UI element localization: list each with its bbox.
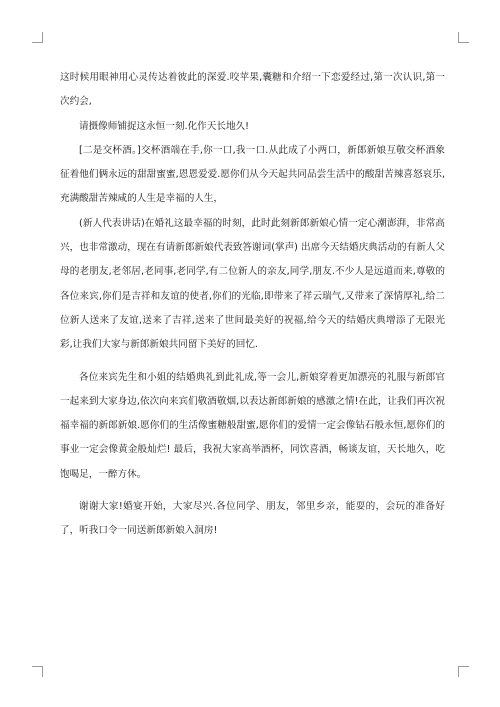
paragraph-banquet-begins: 谢谢大家!婚宴开始，大家尽兴.各位同学、朋友，邻里乡亲，能耍的，会玩的准备好了，听我口令一同送新郎新娘入洞房! bbox=[60, 501, 445, 537]
margin-mark-top-left bbox=[32, 32, 43, 43]
margin-mark-bottom-left bbox=[32, 666, 43, 677]
margin-mark-bottom-right bbox=[458, 666, 469, 677]
margin-mark-top-right bbox=[458, 32, 469, 43]
paragraph-cross-cup-wine: [二是交杯酒。]交杯酒端在手,你一口,我一口.从此成了小两口，新郎新娘互敬交杯酒象征着他们俩永远的甜甜蜜蜜,恩恩爱爱.愿你们从今天起共同品尝生活中的酸甜苦辣喜怒哀乐,充满酸甜苦辣咸的人生是幸福的人生， bbox=[60, 144, 445, 205]
paragraph-photographer: 请摄像师铺捉这永恒一刻.化作天长地久! bbox=[79, 120, 249, 132]
paragraph-ceremony-complete: 各位来宾先生和小姐的结婚典礼到此礼成,等一会儿,新娘穿着更加漂亮的礼服与新郎官一起来到大家身边,依次向来宾们敬酒敬烟,以表达新郎新娘的感激之情!在此，让我们再次祝福幸福的新郎新娘.愿你们的生活像蜜糖般甜蜜,愿你们的爱情一定会像钻石般永恒,愿你们的事业一定会像黄金般灿烂! 最后，我祝大家高举酒杯，同饮喜酒，畅谈友谊，天长地久，吃饱喝足，一醉方休。 bbox=[60, 371, 445, 480]
document-body bbox=[60, 66, 445, 544]
paragraph-newlywed-speech: (新人代表讲话)在婚礼这最幸福的时刻，此时此刻新郎新娘心情一定心潮澎湃，非常高兴，也非常激动，现在有请新郎新娘代表致答谢词(掌声) 出席今天结婚庆典活动的有新人父母的老朋友,老邻居,老同事,老同学,有二位新人的亲友,同学,朋友.不少人是远道而来,尊敬的各位来宾,你们是吉祥和友谊的使者,你们的光临,即带来了祥云瑞气,又带来了深情厚礼,给二位新人送来了友谊,送来了吉祥,送来了世间最美好的祝福,给今天的结婚庆典增添了无限光彩,让我们大家与新郎新娘共同留下美好的回忆. bbox=[60, 217, 445, 351]
paragraph-courtship: 这时候用眼神用心灵传达着彼此的深爱.咬苹果,囊糖和介绍一下恋爱经过,第一次认识,第一次约会, bbox=[60, 72, 445, 108]
